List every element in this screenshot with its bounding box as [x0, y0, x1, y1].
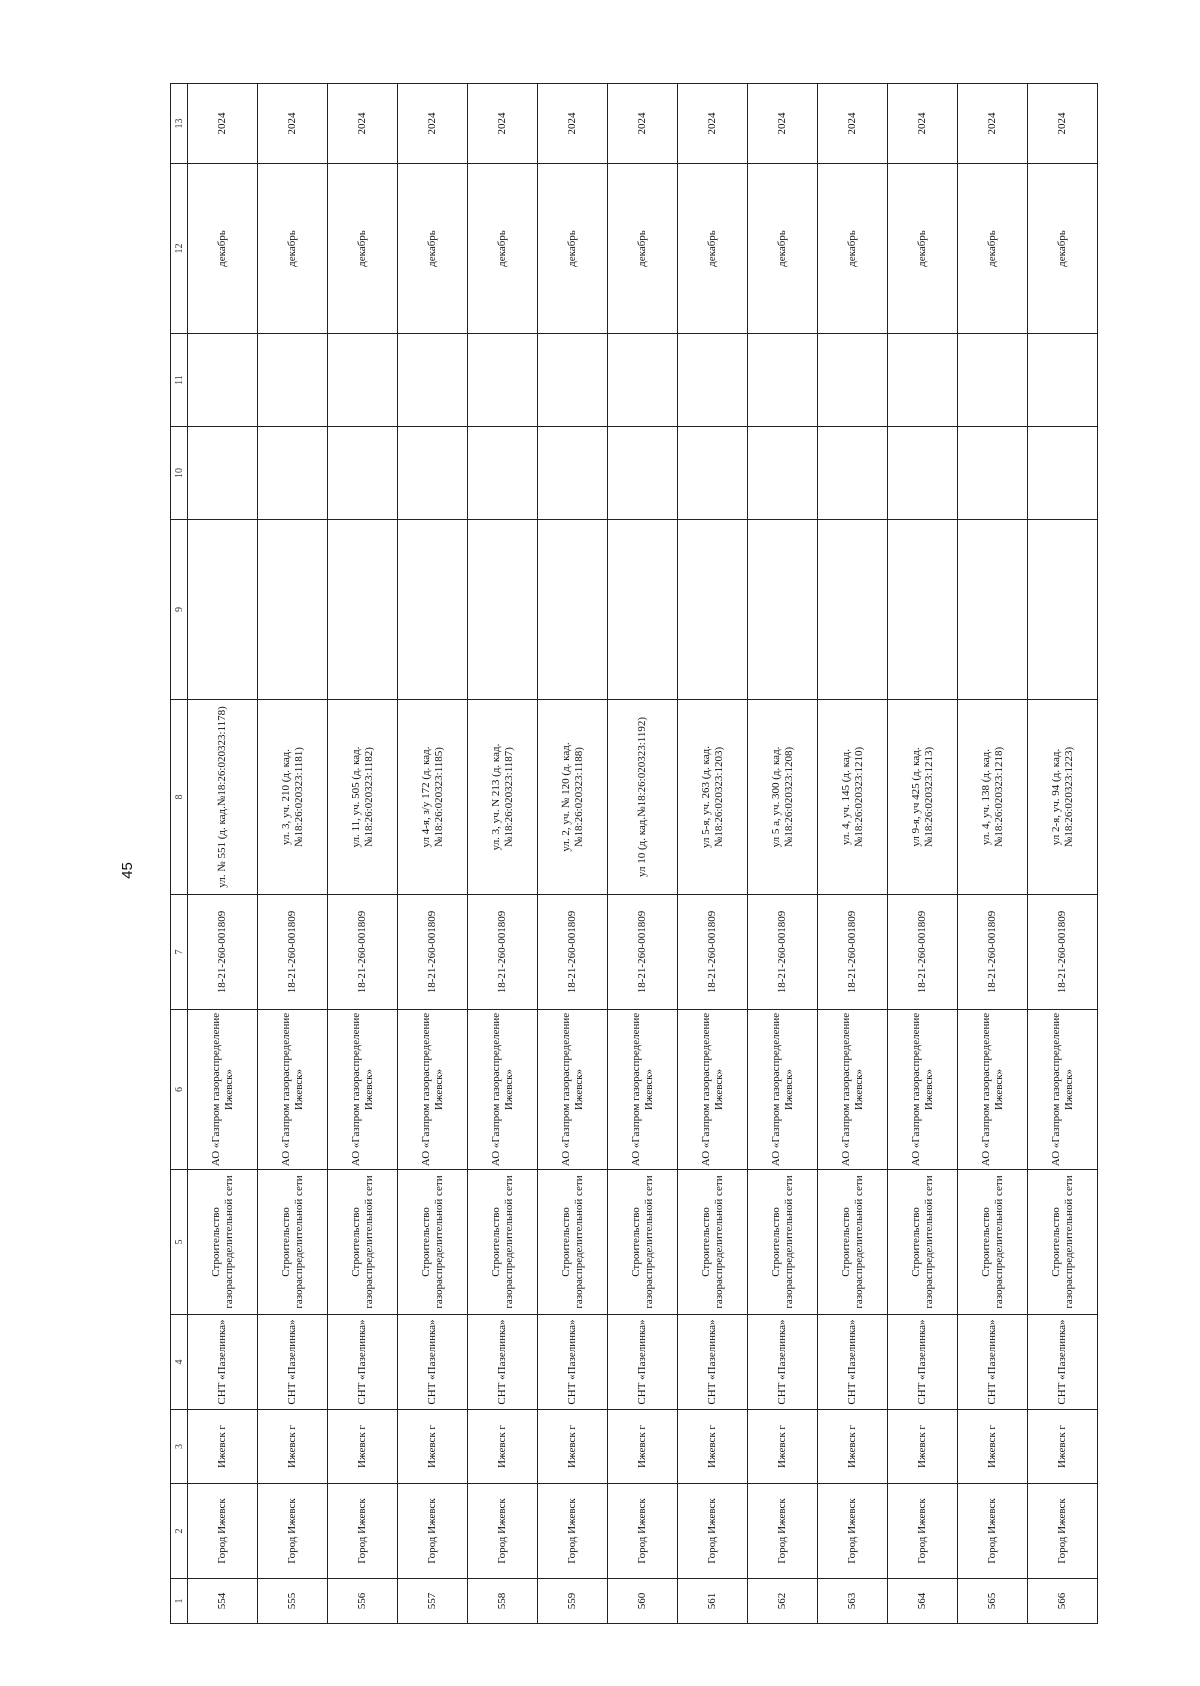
cell-snt-name: СНТ «Пазелинка»	[188, 1315, 258, 1410]
cell-col-11	[188, 334, 258, 427]
cell-address: ул 5-я, уч. 263 (д. кад.№18:26:020323:1203)	[678, 700, 748, 895]
cell-municipality: Город Ижевск	[328, 1484, 398, 1579]
cell-snt-name: СНТ «Пазелинка»	[1028, 1315, 1098, 1410]
cell-col-10	[1028, 427, 1098, 520]
cell-row-number: 561	[678, 1579, 748, 1624]
cell-settlement: Ижевск г	[888, 1410, 958, 1484]
cell-col-9	[748, 520, 818, 700]
header-cell-10: 10	[171, 427, 188, 520]
cell-col-10	[538, 427, 608, 520]
cell-organization: АО «Газпром газораспределение Ижевск»	[678, 1010, 748, 1170]
cell-municipality: Город Ижевск	[678, 1484, 748, 1579]
cell-row-number: 555	[258, 1579, 328, 1624]
cell-municipality: Город Ижевск	[468, 1484, 538, 1579]
cell-object-name: Строительство газораспределительной сети	[818, 1170, 888, 1315]
cell-address: ул. 2, уч. № 120 (д. кад.№18:26:020323:1188)	[538, 700, 608, 895]
cell-month: декабрь	[818, 164, 888, 334]
cell-col-10	[258, 427, 328, 520]
cell-col-11	[888, 334, 958, 427]
cell-object-name: Строительство газораспределительной сети	[398, 1170, 468, 1315]
cell-year: 2024	[608, 84, 678, 164]
cell-month: декабрь	[888, 164, 958, 334]
cell-snt-name: СНТ «Пазелинка»	[888, 1315, 958, 1410]
cell-col-11	[328, 334, 398, 427]
cell-permit-number: 18-21-260-001809	[818, 895, 888, 1010]
cell-organization: АО «Газпром газораспределение Ижевск»	[748, 1010, 818, 1170]
cell-settlement: Ижевск г	[188, 1410, 258, 1484]
table-row	[608, 84, 678, 1624]
cell-year: 2024	[1028, 84, 1098, 164]
cell-organization: АО «Газпром газораспределение Ижевск»	[328, 1010, 398, 1170]
cell-snt-name: СНТ «Пазелинка»	[538, 1315, 608, 1410]
cell-settlement: Ижевск г	[1028, 1410, 1098, 1484]
cell-address: ул 10 (д. кад.№18:26:020323:1192)	[608, 700, 678, 895]
cell-col-10	[328, 427, 398, 520]
cell-year: 2024	[818, 84, 888, 164]
cell-col-9	[538, 520, 608, 700]
header-row	[171, 84, 188, 1624]
cell-snt-name: СНТ «Пазелинка»	[258, 1315, 328, 1410]
cell-settlement: Ижевск г	[258, 1410, 328, 1484]
cell-month: декабрь	[398, 164, 468, 334]
header-cell-12: 12	[171, 164, 188, 334]
cell-organization: АО «Газпром газораспределение Ижевск»	[958, 1010, 1028, 1170]
cell-settlement: Ижевск г	[958, 1410, 1028, 1484]
cell-col-11	[958, 334, 1028, 427]
table-row	[958, 84, 1028, 1624]
cell-row-number: 563	[818, 1579, 888, 1624]
cell-col-9	[678, 520, 748, 700]
cell-address: ул. 4, уч. 145 (д. кад.№18:26:020323:1210)	[818, 700, 888, 895]
cell-address: ул. 3, уч. N 213 (д. кад.№18:26:020323:1187)	[468, 700, 538, 895]
cell-municipality: Город Ижевск	[958, 1484, 1028, 1579]
cell-municipality: Город Ижевск	[608, 1484, 678, 1579]
cell-municipality: Город Ижевск	[538, 1484, 608, 1579]
cell-municipality: Город Ижевск	[748, 1484, 818, 1579]
cell-col-10	[468, 427, 538, 520]
table-row	[678, 84, 748, 1624]
cell-snt-name: СНТ «Пазелинка»	[818, 1315, 888, 1410]
cell-row-number: 565	[958, 1579, 1028, 1624]
cell-col-11	[468, 334, 538, 427]
cell-month: декабрь	[1028, 164, 1098, 334]
cell-col-11	[608, 334, 678, 427]
cell-object-name: Строительство газораспределительной сети	[678, 1170, 748, 1315]
cell-object-name: Строительство газораспределительной сети	[188, 1170, 258, 1315]
cell-permit-number: 18-21-260-001809	[888, 895, 958, 1010]
cell-object-name: Строительство газораспределительной сети	[328, 1170, 398, 1315]
header-cell-13: 13	[171, 84, 188, 164]
cell-year: 2024	[958, 84, 1028, 164]
header-cell-8: 8	[171, 700, 188, 895]
cell-col-10	[748, 427, 818, 520]
cell-address: ул 2-я, уч. 94 (д. кад.№18:26:020323:1223)	[1028, 700, 1098, 895]
table-row	[398, 84, 468, 1624]
cell-col-9	[258, 520, 328, 700]
cell-permit-number: 18-21-260-001809	[608, 895, 678, 1010]
cell-col-11	[258, 334, 328, 427]
header-cell-6: 6	[171, 1010, 188, 1170]
cell-organization: АО «Газпром газораспределение Ижевск»	[1028, 1010, 1098, 1170]
cell-address: ул. 4, уч. 138 (д. кад.№18:26:020323:1218)	[958, 700, 1028, 895]
cell-object-name: Строительство газораспределительной сети	[888, 1170, 958, 1315]
cell-year: 2024	[888, 84, 958, 164]
table-row	[328, 84, 398, 1624]
table-body	[171, 84, 1098, 1624]
cell-row-number: 554	[188, 1579, 258, 1624]
cell-row-number: 562	[748, 1579, 818, 1624]
cell-settlement: Ижевск г	[608, 1410, 678, 1484]
cell-col-11	[678, 334, 748, 427]
table-row	[888, 84, 958, 1624]
cell-organization: АО «Газпром газораспределение Ижевск»	[538, 1010, 608, 1170]
header-cell-11: 11	[171, 334, 188, 427]
header-cell-1: 1	[171, 1579, 188, 1624]
cell-organization: АО «Газпром газораспределение Ижевск»	[258, 1010, 328, 1170]
cell-object-name: Строительство газораспределительной сети	[1028, 1170, 1098, 1315]
cell-col-11	[398, 334, 468, 427]
cell-col-9	[468, 520, 538, 700]
table-row	[1028, 84, 1098, 1624]
cell-col-9	[888, 520, 958, 700]
cell-permit-number: 18-21-260-001809	[748, 895, 818, 1010]
cell-row-number: 560	[608, 1579, 678, 1624]
cell-snt-name: СНТ «Пазелинка»	[678, 1315, 748, 1410]
cell-organization: АО «Газпром газораспределение Ижевск»	[188, 1010, 258, 1170]
cell-month: декабрь	[608, 164, 678, 334]
cell-object-name: Строительство газораспределительной сети	[258, 1170, 328, 1315]
cell-address: ул 9-я, уч 425 (д. кад.№18:26:020323:1213)	[888, 700, 958, 895]
header-cell-2: 2	[171, 1484, 188, 1579]
cell-permit-number: 18-21-260-001809	[398, 895, 468, 1010]
cell-permit-number: 18-21-260-001809	[468, 895, 538, 1010]
cell-month: декабрь	[258, 164, 328, 334]
cell-snt-name: СНТ «Пазелинка»	[468, 1315, 538, 1410]
table-row	[468, 84, 538, 1624]
cell-address: ул 5 а, уч. 300 (д. кад.№18:26:020323:1208)	[748, 700, 818, 895]
cell-year: 2024	[258, 84, 328, 164]
cell-municipality: Город Ижевск	[188, 1484, 258, 1579]
cell-row-number: 557	[398, 1579, 468, 1624]
cell-address: ул. 3, уч. 210 (д. кад.№18:26:020323:1181)	[258, 700, 328, 895]
cell-snt-name: СНТ «Пазелинка»	[328, 1315, 398, 1410]
cell-col-10	[678, 427, 748, 520]
cell-year: 2024	[538, 84, 608, 164]
cell-snt-name: СНТ «Пазелинка»	[608, 1315, 678, 1410]
cell-object-name: Строительство газораспределительной сети	[608, 1170, 678, 1315]
cell-object-name: Строительство газораспределительной сети	[748, 1170, 818, 1315]
cell-organization: АО «Газпром газораспределение Ижевск»	[888, 1010, 958, 1170]
cell-row-number: 558	[468, 1579, 538, 1624]
cell-object-name: Строительство газораспределительной сети	[468, 1170, 538, 1315]
header-cell-7: 7	[171, 895, 188, 1010]
cell-row-number: 559	[538, 1579, 608, 1624]
cell-organization: АО «Газпром газораспределение Ижевск»	[818, 1010, 888, 1170]
cell-month: декабрь	[328, 164, 398, 334]
cell-col-11	[538, 334, 608, 427]
cell-year: 2024	[328, 84, 398, 164]
cell-col-10	[608, 427, 678, 520]
cell-object-name: Строительство газораспределительной сети	[538, 1170, 608, 1315]
cell-col-10	[958, 427, 1028, 520]
document-table-area	[170, 84, 1100, 1624]
cell-col-9	[398, 520, 468, 700]
cell-col-9	[818, 520, 888, 700]
cell-col-10	[888, 427, 958, 520]
cell-month: декабрь	[958, 164, 1028, 334]
cell-object-name: Строительство газораспределительной сети	[958, 1170, 1028, 1315]
cell-col-9	[958, 520, 1028, 700]
cell-col-9	[608, 520, 678, 700]
header-cell-3: 3	[171, 1410, 188, 1484]
cell-month: декабрь	[538, 164, 608, 334]
cell-organization: АО «Газпром газораспределение Ижевск»	[398, 1010, 468, 1170]
cell-snt-name: СНТ «Пазелинка»	[748, 1315, 818, 1410]
cell-month: декабрь	[468, 164, 538, 334]
cell-municipality: Город Ижевск	[888, 1484, 958, 1579]
table-row	[748, 84, 818, 1624]
table-row	[538, 84, 608, 1624]
cell-row-number: 564	[888, 1579, 958, 1624]
cell-settlement: Ижевск г	[538, 1410, 608, 1484]
cell-municipality: Город Ижевск	[398, 1484, 468, 1579]
table-row	[818, 84, 888, 1624]
header-cell-9: 9	[171, 520, 188, 700]
cell-settlement: Ижевск г	[468, 1410, 538, 1484]
cell-organization: АО «Газпром газораспределение Ижевск»	[608, 1010, 678, 1170]
cell-municipality: Город Ижевск	[258, 1484, 328, 1579]
cell-col-9	[328, 520, 398, 700]
cell-month: декабрь	[188, 164, 258, 334]
table-row	[188, 84, 258, 1624]
cell-municipality: Город Ижевск	[818, 1484, 888, 1579]
cell-permit-number: 18-21-260-001809	[958, 895, 1028, 1010]
cell-col-9	[1028, 520, 1098, 700]
table-row	[258, 84, 328, 1624]
cell-settlement: Ижевск г	[398, 1410, 468, 1484]
cell-settlement: Ижевск г	[678, 1410, 748, 1484]
cell-row-number: 566	[1028, 1579, 1098, 1624]
cell-col-10	[398, 427, 468, 520]
cell-permit-number: 18-21-260-001809	[678, 895, 748, 1010]
cell-snt-name: СНТ «Пазелинка»	[958, 1315, 1028, 1410]
header-cell-5: 5	[171, 1170, 188, 1315]
cell-col-10	[188, 427, 258, 520]
cell-year: 2024	[678, 84, 748, 164]
cell-address: ул. 11, уч. 505 (д. кад.№18:26:020323:1182)	[328, 700, 398, 895]
cell-col-10	[818, 427, 888, 520]
cell-month: декабрь	[678, 164, 748, 334]
cell-col-11	[818, 334, 888, 427]
cell-month: декабрь	[748, 164, 818, 334]
cell-municipality: Город Ижевск	[1028, 1484, 1098, 1579]
rotated-table-container	[170, 84, 1100, 1624]
cell-year: 2024	[468, 84, 538, 164]
cell-address: ул 4-я, з/у 172 (д. кад.№18:26:020323:1185)	[398, 700, 468, 895]
cell-settlement: Ижевск г	[328, 1410, 398, 1484]
cell-year: 2024	[188, 84, 258, 164]
cell-year: 2024	[398, 84, 468, 164]
cell-col-11	[748, 334, 818, 427]
cell-settlement: Ижевск г	[748, 1410, 818, 1484]
cell-snt-name: СНТ «Пазелинка»	[398, 1315, 468, 1410]
gas-network-table	[170, 83, 1098, 1624]
cell-permit-number: 18-21-260-001809	[538, 895, 608, 1010]
cell-address: ул. № 551 (д. кад.№18:26:020323:1178)	[188, 700, 258, 895]
cell-permit-number: 18-21-260-001809	[258, 895, 328, 1010]
cell-year: 2024	[748, 84, 818, 164]
cell-row-number: 556	[328, 1579, 398, 1624]
cell-col-9	[188, 520, 258, 700]
page-number	[112, 855, 142, 885]
cell-permit-number: 18-21-260-001809	[188, 895, 258, 1010]
page-number-text: 45	[118, 861, 136, 879]
cell-organization: АО «Газпром газораспределение Ижевск»	[468, 1010, 538, 1170]
cell-permit-number: 18-21-260-001809	[328, 895, 398, 1010]
cell-permit-number: 18-21-260-001809	[1028, 895, 1098, 1010]
header-cell-4: 4	[171, 1315, 188, 1410]
cell-settlement: Ижевск г	[818, 1410, 888, 1484]
cell-col-11	[1028, 334, 1098, 427]
